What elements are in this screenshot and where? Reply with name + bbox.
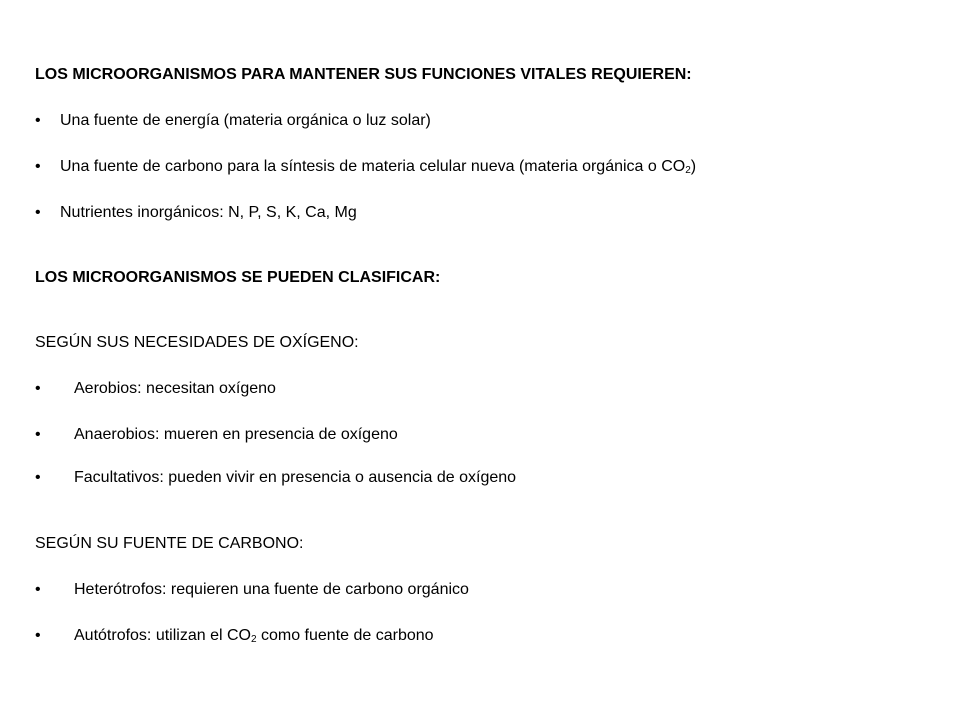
- requirement-nutrients: [35, 203, 357, 223]
- requirement-carbon: [35, 157, 696, 177]
- bullet: •: [35, 627, 41, 644]
- subscript: 2: [685, 165, 691, 176]
- carbon-section-title: SEGÚN SU FUENTE DE CARBONO:: [35, 535, 304, 552]
- carbon-item-heterotrofos: [35, 580, 469, 600]
- bullet: •: [35, 469, 41, 486]
- bullet: •: [35, 426, 41, 443]
- oxygen-item-text: Anaerobios: mueren en presencia de oxígeno: [74, 426, 398, 443]
- oxygen-item-aerobios: [35, 379, 276, 399]
- requirement-carbon-text: Una fuente de carbono para la síntesis de materia celular nueva (materia orgánica o CO: [60, 158, 686, 175]
- carbon-item-autotrofos: [35, 626, 434, 646]
- heading-requirements: LOS MICROORGANISMOS PARA MANTENER SUS FUNCIONES VITALES REQUIEREN:: [35, 66, 692, 83]
- carbon-item-text-end: como fuente de carbono: [256, 627, 434, 644]
- heading-classification: LOS MICROORGANISMOS SE PUEDEN CLASIFICAR:: [35, 269, 441, 286]
- subscript: 2: [250, 634, 257, 645]
- requirement-energy: [35, 111, 431, 131]
- carbon-item-text: Heterótrofos: requieren una fuente de carbono orgánico: [74, 581, 469, 598]
- requirement-energy-text: Una fuente de energía (materia orgánica o luz solar): [60, 112, 431, 129]
- bullet: •: [35, 380, 41, 397]
- oxygen-section-title: SEGÚN SUS NECESIDADES DE OXÍGENO:: [35, 334, 359, 351]
- requirement-carbon-close: ): [690, 158, 697, 175]
- bullet: •: [35, 204, 41, 221]
- bullet: •: [35, 581, 41, 598]
- carbon-item-text: Autótrofos: utilizan el CO: [74, 627, 251, 644]
- oxygen-item-text: Aerobios: necesitan oxígeno: [74, 380, 276, 397]
- oxygen-item-anaerobios: [35, 425, 398, 445]
- requirement-nutrients-text: Nutrientes inorgánicos: N, P, S, K, Ca, Mg: [60, 204, 357, 221]
- oxygen-item-facultativos: [35, 468, 516, 488]
- oxygen-item-text: Facultativos: pueden vivir en presencia o ausencia de oxígeno: [74, 469, 517, 486]
- bullet: •: [35, 112, 41, 129]
- bullet: •: [35, 158, 41, 175]
